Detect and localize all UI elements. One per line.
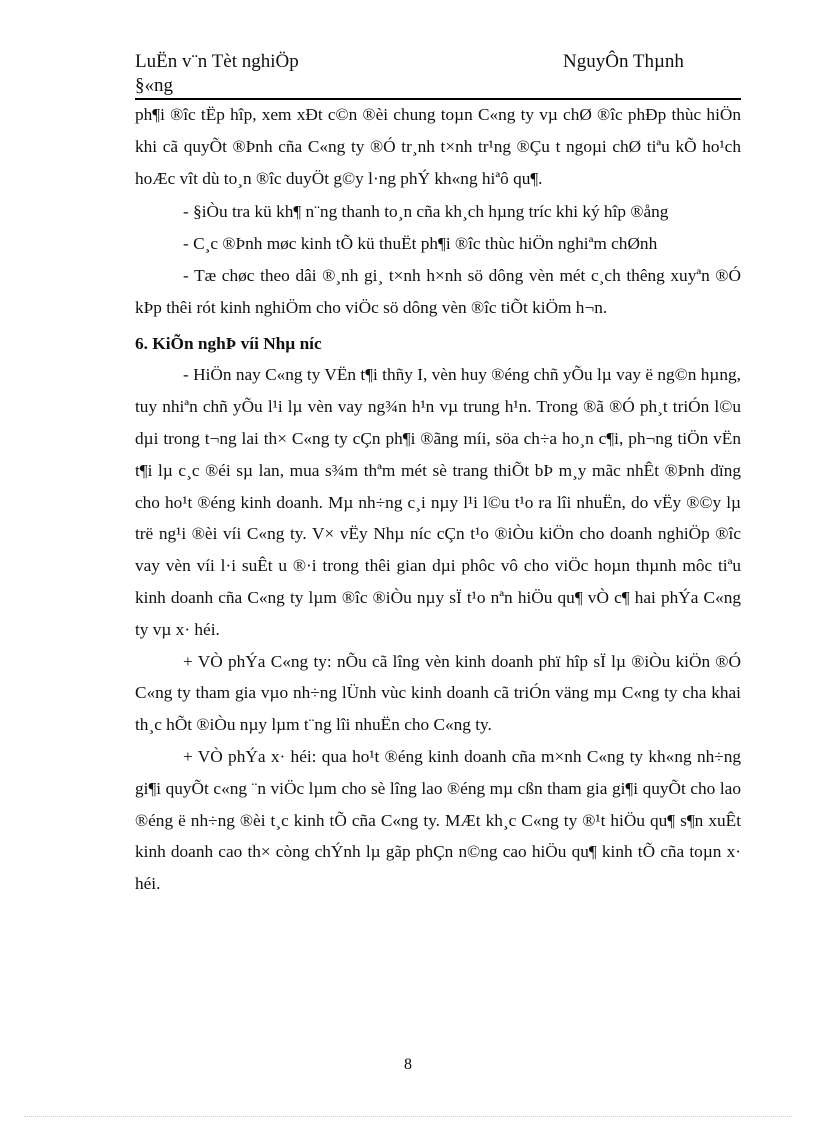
- page-number: 8: [404, 1056, 412, 1073]
- section-heading: 6. KiÕn nghÞ víi Nhµ níc: [135, 333, 322, 353]
- bullet-technical-norms: - C¸c ®Þnh møc kinh tÕ kü thuËt ph¶i ®îc thùc hiÖn nghiªm chØnh: [183, 234, 658, 254]
- bullet-monitoring: - Tæ chøc theo dâi ®¸nh gi¸ t×nh h×nh sö dông vèn mét c¸ch thêng xuyªn ®Ó kÞp thêi rót kinh nghiÖm cho viÖc sö dông vèn ®îc tiÕt kiÖm h¬n.: [135, 265, 741, 317]
- document-body: [135, 99, 741, 900]
- page-bottom-border: [24, 1116, 792, 1117]
- paragraph-capital: - HiÖn nay C«ng ty VËn t¶i thñy I, vèn huy ®éng chñ yÕu lµ vay ë ng©n hµng, tuy nhiªn chñ yÕu l¹i lµ vèn vay ng¾n h¹n vµ trung h¹n. Trong ®ã ®Ó ph¸t triÓn l©u dµi trong t¬ng lai th× C«ng ty cÇn ph¶i ®ãng míi, söa ch÷a ho¸n c¶i, ph¬ng tiÖn vËn t¶i lµ c¸c ®éi sµ lan, mua s¾m thªm mét sè trang thiÕt bÞ m¸y mãc nhÊt ®Þnh dïng cho ho¹t ®éng kinh doanh. Mµ nh÷ng c¸i nµy l¹i l©u t¹o ra lîi nhuËn, do vËy ®©y lµ trë ng¹i ®èi víi C«ng ty. V× vËy Nhµ níc cÇn t¹o ®iÒu kiÖn cho doanh nghiÖp ®îc vay vèn víi l·i suÊt u ®·i trong thêi gian dµi phôc vô cho viÖc hoµn thµnh môc tiªu kinh doanh cña C«ng ty lµm ®îc ®iÒu nµy sÏ t¹o nªn hiÖu qu¶ vÒ c¶ hai phÝa C«ng ty vµ x· héi.: [135, 365, 741, 639]
- bullet-customer-survey: - §iÒu tra kü kh¶ n¨ng thanh to¸n cña kh¸ch hµng tríc khi ký hîp ®ång: [183, 202, 669, 222]
- header-thesis-title: LuËn v¨n Tèt nghiÖp: [135, 51, 299, 72]
- header-author-surname: §«ng: [135, 75, 173, 96]
- paragraph-society-side: + VÒ phÝa x· héi: qua ho¹t ®éng kinh doanh cña m×nh C«ng ty kh«ng nh÷ng gi¶i quyÕt c«ng ¨n viÖc lµm cho sè lîng lao ®éng mµ cßn tham gia gi¶i quyÕt cho lao ®éng ë nh÷ng ®èi t¸c kinh tÕ cña C«ng ty. MÆt kh¸c C«ng ty ®¹t hiÖu qu¶ s¶n xuÊt kinh doanh cao th× còng chÝnh lµ gãp phÇn n©ng cao hiÖu qu¶ kinh tÕ cña toµn x· héi.: [135, 746, 741, 894]
- paragraph-company-side: + VÒ phÝa C«ng ty: nÕu cã lîng vèn kinh doanh phï hîp sÏ lµ ®iÒu kiÖn ®Ó C«ng ty tham gia vµo nh÷ng lÜnh vùc kinh doanh cã triÓn väng mµ C«ng ty cha khai th¸c hÕt ®iÒu nµy lµm t¨ng lîi nhuËn cho C«ng ty.: [135, 651, 741, 735]
- paragraph-continued: ph¶i ®îc tËp hîp, xem xÐt c©n ®èi chung toµn C«ng ty vµ chØ ®îc phÐp thùc hiÖn khi cã quyÕt ®Þnh cña C«ng ty ®Ó tr¸nh t×nh tr¹ng ®Çu t ngoµi chØ tiªu kÕ ho¹ch hoÆc vît dù to¸n ®îc duyÖt g©y l·ng phÝ kh«ng hiªô qu¶.: [135, 105, 741, 188]
- header-author-name: NguyÔn Thµnh: [563, 51, 684, 72]
